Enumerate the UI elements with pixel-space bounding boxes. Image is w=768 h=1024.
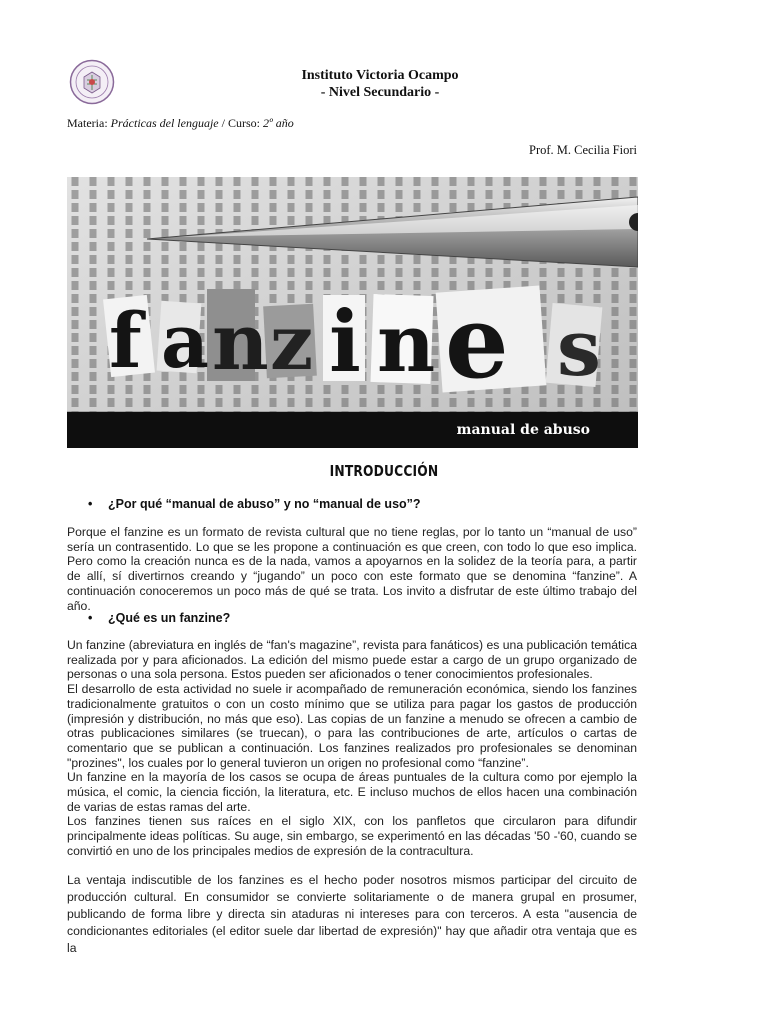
- bullet-icon: •: [88, 497, 93, 511]
- svg-text:a: a: [161, 299, 209, 385]
- svg-text:i: i: [329, 292, 361, 391]
- banner-caption: manual de abuso: [456, 422, 590, 438]
- paragraph-3: [67, 872, 637, 957]
- svg-text:e: e: [445, 283, 509, 401]
- question-2: [88, 611, 230, 625]
- course-value: 2º año: [263, 116, 294, 130]
- question-2-text: ¿Qué es un fanzine?: [108, 611, 231, 625]
- course-label: Curso:: [227, 116, 260, 130]
- paragraph-3-text: La ventaja indiscutible de los fanzines es el hecho poder nosotros mismos participar del circuito de producción cultural. En consumidor se convierte solitariamente o de manera grupal en prosumer, publicando de forma libre y directa sin ataduras ni intereses para con terceros. A esta "ausencia de condicionantes editoriales (el editor suele dar libertad de expresión)" hay que añadir otra ventaja que es la: [67, 873, 637, 955]
- section-heading: INTRODUCCIÓN: [329, 462, 439, 480]
- school-seal-logo: [69, 59, 115, 105]
- subject-course-line: Materia: Prácticas del lenguaje / Curso: 2º año: [67, 116, 294, 130]
- paragraph-2: [67, 638, 637, 859]
- school-level: - Nivel Secundario -: [320, 85, 440, 100]
- newspaper-collage-illustration: [67, 177, 638, 448]
- paragraph-2a-text: Un fanzine (abreviatura en inglés de “fan's magazine”, revista para fanáticos) es una publicación temática realizada por y para aficionados. La edición del mismo puede estar a cargo de un grupo organizado de personas o una sola persona. Estos pueden ser aficionados o tener conocimientos profesionales.: [67, 638, 637, 682]
- school-name: Instituto Victoria Ocampo: [301, 68, 459, 83]
- fanzines-banner-image: [67, 177, 638, 448]
- bullet-icon: •: [88, 611, 93, 625]
- paragraph-1-text: Porque el fanzine es un formato de revista cultural que no tiene reglas, por lo tanto un “manual de uso” sería un contrasentido. Lo que se les propone a continuación es que creen, con todo lo que eso implica. Pero como la creación nunca es de la nada, vamos a apoyarnos en la solidez de la teoría para, a partir de allí, sí divertirnos creando y “jugando” un poco con este formato que se denomina “fanzine”. A continuación conoceremos un poco más de qué se trata. Los invito a disfrutar de este último trabajo del año.: [67, 525, 637, 613]
- subject-label: Materia:: [67, 116, 108, 130]
- paragraph-1: [67, 525, 637, 613]
- svg-text:n: n: [212, 297, 269, 388]
- svg-text:n: n: [377, 296, 436, 390]
- svg-text:s: s: [557, 303, 601, 394]
- paragraph-2b-text: El desarrollo de esta actividad no suele ir acompañado de remuneración económica, siendo los fanzines tradicionalmente gratuitos o con un costo mínimo que se utiliza para pagar los gastos de producción (impresión y distribución, no más que eso). Las copias de un fanzine a menudo se ofrecen a cambio de otras publicaciones similares (se truecan), o para las contribuciones de arte, artículos o cartas de comentario que se publican a continuación. Los fanzines realizados pro profesionales se denominan "prozines", los cuales por lo general tuvieron un origen no profesional como “fanzine”.: [67, 682, 637, 770]
- paragraph-2c-text: Un fanzine en la mayoría de los casos se ocupa de áreas puntuales de la cultura como por ejemplo la música, el comic, la ciencia ficción, la literatura, etc. E incluso muchos de ellos hacen una combinación de varias de estas ramas del arte.: [67, 770, 637, 814]
- teacher-name: Prof. M. Cecilia Fiori: [529, 143, 637, 157]
- paragraph-2d-text: Los fanzines tienen sus raíces en el siglo XIX, con los panfletos que circularon para difundir principalmente ideas políticas. Su auge, sin embargo, se experimentó en las décadas '50 -'60, cuando se convirtió en uno de los principales medios de expresión de la contracultura.: [67, 814, 637, 858]
- question-1-text: ¿Por qué “manual de abuso” y no “manual de uso”?: [108, 497, 421, 511]
- svg-text:z: z: [270, 298, 314, 387]
- subject-value: Prácticas del lenguaje: [110, 116, 219, 130]
- question-1: [88, 497, 421, 511]
- svg-text:f: f: [109, 296, 142, 385]
